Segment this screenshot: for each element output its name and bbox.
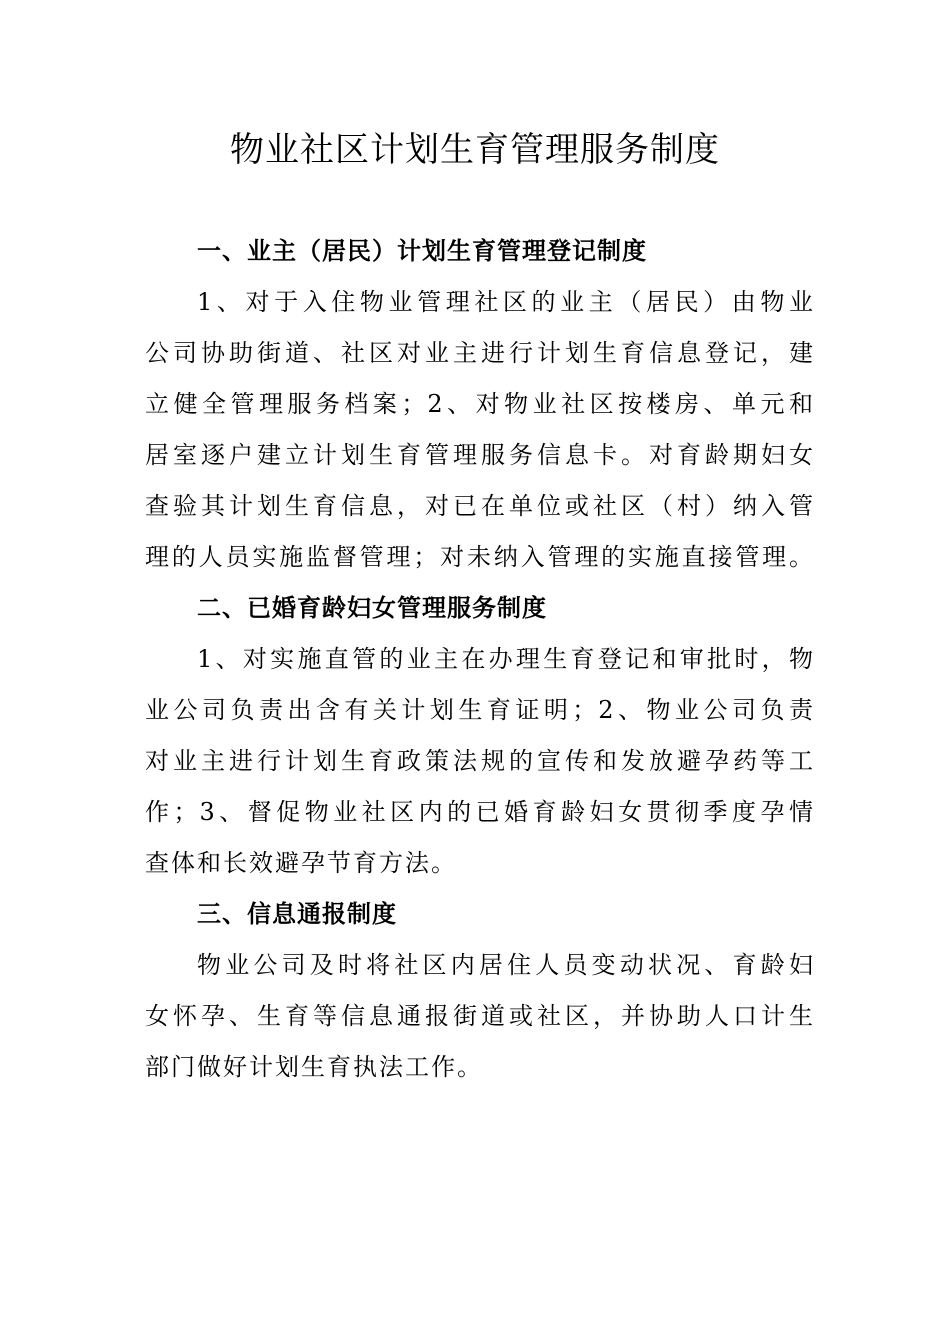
section-paragraph	[145, 277, 815, 583]
paragraph-line: 物业公司及时将社区内居住人员变动状况、育龄妇	[197, 951, 815, 979]
paragraph-line: 女怀孕、生育等信息通报街道或社区，并协助人口计生	[145, 1002, 815, 1030]
document-content	[145, 226, 815, 1093]
section-married-women	[145, 583, 815, 889]
section-paragraph	[145, 940, 815, 1093]
paragraph-line: 查体和长效避孕节育方法。	[145, 849, 457, 877]
section-heading: 三、信息通报制度	[197, 900, 397, 928]
paragraph-line: 立健全管理服务档案；2、对物业社区按楼房、单元和	[145, 390, 815, 418]
paragraph-line: 对业主进行计划生育政策法规的宣传和发放避孕药等工	[145, 747, 815, 775]
paragraph-line: 作；3、督促物业社区内的已婚育龄妇女贯彻季度孕情	[145, 798, 815, 826]
section-information-report	[145, 889, 815, 1093]
section-heading: 一、业主（居民）计划生育管理登记制度	[197, 237, 647, 265]
section-paragraph	[145, 634, 815, 889]
section-heading: 二、已婚育龄妇女管理服务制度	[197, 594, 547, 622]
paragraph-line: 部门做好计划生育执法工作。	[145, 1053, 483, 1081]
paragraph-line: 1、对实施直管的业主在办理生育登记和审批时，物	[197, 645, 815, 673]
paragraph-line: 理的人员实施监督管理；对未纳入管理的实施直接管理。	[145, 543, 815, 571]
document-title: 物业社区计划生育管理服务制度	[230, 130, 720, 170]
paragraph-line: 公司协助街道、社区对业主进行计划生育信息登记，建	[145, 339, 815, 367]
paragraph-line: 1、对于入住物业管理社区的业主（居民）由物业	[197, 288, 815, 316]
paragraph-line: 查验其计划生育信息，对已在单位或社区（村）纳入管	[145, 492, 815, 520]
paragraph-line: 居室逐户建立计划生育管理服务信息卡。对育龄期妇女	[145, 441, 815, 469]
paragraph-line: 业公司负责出含有关计划生育证明；2、物业公司负责	[145, 696, 815, 724]
section-registration	[145, 226, 815, 583]
